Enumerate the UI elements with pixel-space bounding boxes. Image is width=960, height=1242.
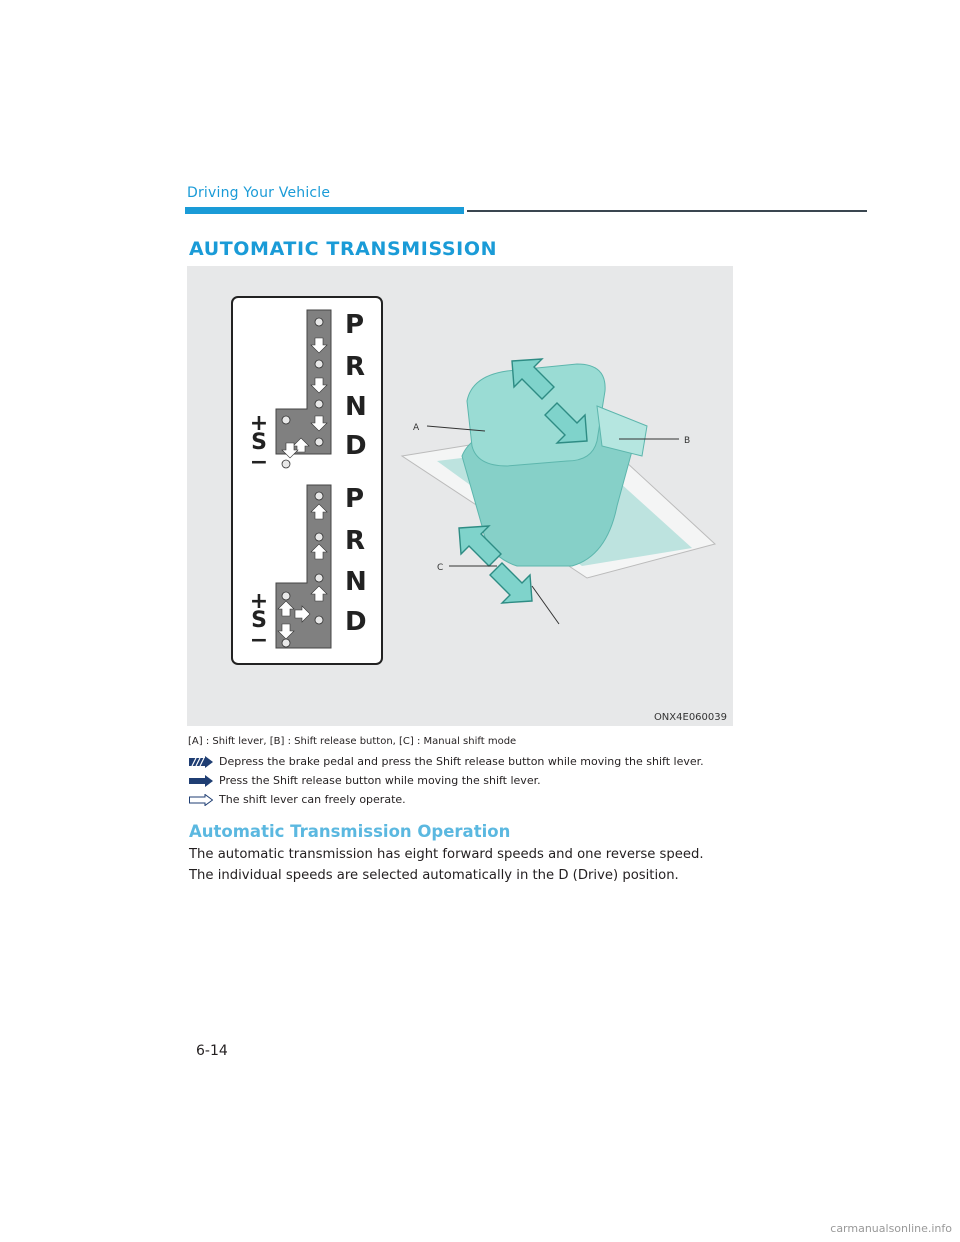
callout-label-a: A: [413, 423, 420, 433]
manual-minus-top: −: [249, 450, 269, 475]
running-header: Driving Your Vehicle: [187, 185, 331, 201]
gate-letter-n-bottom: N: [345, 567, 367, 597]
manual-plus-bottom: +: [249, 589, 269, 614]
legend-item-solid: [189, 774, 541, 787]
legend-text-outline: The shift lever can freely operate.: [219, 793, 406, 806]
gate-letter-n-top: N: [345, 392, 367, 422]
gate-letter-p-bottom: P: [345, 484, 365, 514]
gate-letter-d-top: D: [345, 431, 367, 461]
footer-watermark: carmanualsonline.info: [830, 1222, 952, 1235]
solid-arrow-icon: [189, 775, 213, 787]
gate-letter-d-bottom: D: [345, 607, 367, 637]
gate-letter-p-top: P: [345, 310, 365, 340]
manual-s-top: S: [251, 430, 267, 455]
callout-label-b: B: [684, 436, 691, 446]
shift-pattern-illustration: [187, 266, 733, 726]
page-number: 6-14: [196, 1043, 228, 1059]
striped-arrow-icon: [189, 756, 213, 768]
figure-caption: [A] : Shift lever, [B] : Shift release button, [C] : Manual shift mode: [188, 736, 517, 747]
gate-letter-r-bottom: R: [345, 526, 366, 556]
manual-plus-top: +: [249, 411, 269, 436]
legend-text-striped: Depress the brake pedal and press the Shift release button while moving the shift lever.: [219, 755, 704, 768]
header-rule: [467, 210, 867, 212]
manual-minus-bottom: −: [249, 628, 269, 653]
section-title: AUTOMATIC TRANSMISSION: [189, 238, 498, 260]
legend-item-outline: [189, 793, 406, 806]
callout-label-c: C: [437, 563, 444, 573]
paragraph-2: The individual speeds are selected automatically in the D (Drive) position.: [189, 868, 679, 883]
header-rule-accent: [185, 207, 464, 214]
outline-arrow-icon: [189, 794, 213, 806]
shift-lever-figure: [187, 266, 733, 726]
legend-item-striped: [189, 755, 704, 768]
paragraph-1: The automatic transmission has eight forward speeds and one reverse speed.: [189, 847, 704, 862]
subsection-title: Automatic Transmission Operation: [189, 822, 511, 841]
legend-text-solid: Press the Shift release button while moving the shift lever.: [219, 774, 541, 787]
manual-s-bottom: S: [251, 608, 267, 633]
gate-letter-r-top: R: [345, 352, 366, 382]
figure-code: ONX4E060039: [653, 712, 727, 723]
